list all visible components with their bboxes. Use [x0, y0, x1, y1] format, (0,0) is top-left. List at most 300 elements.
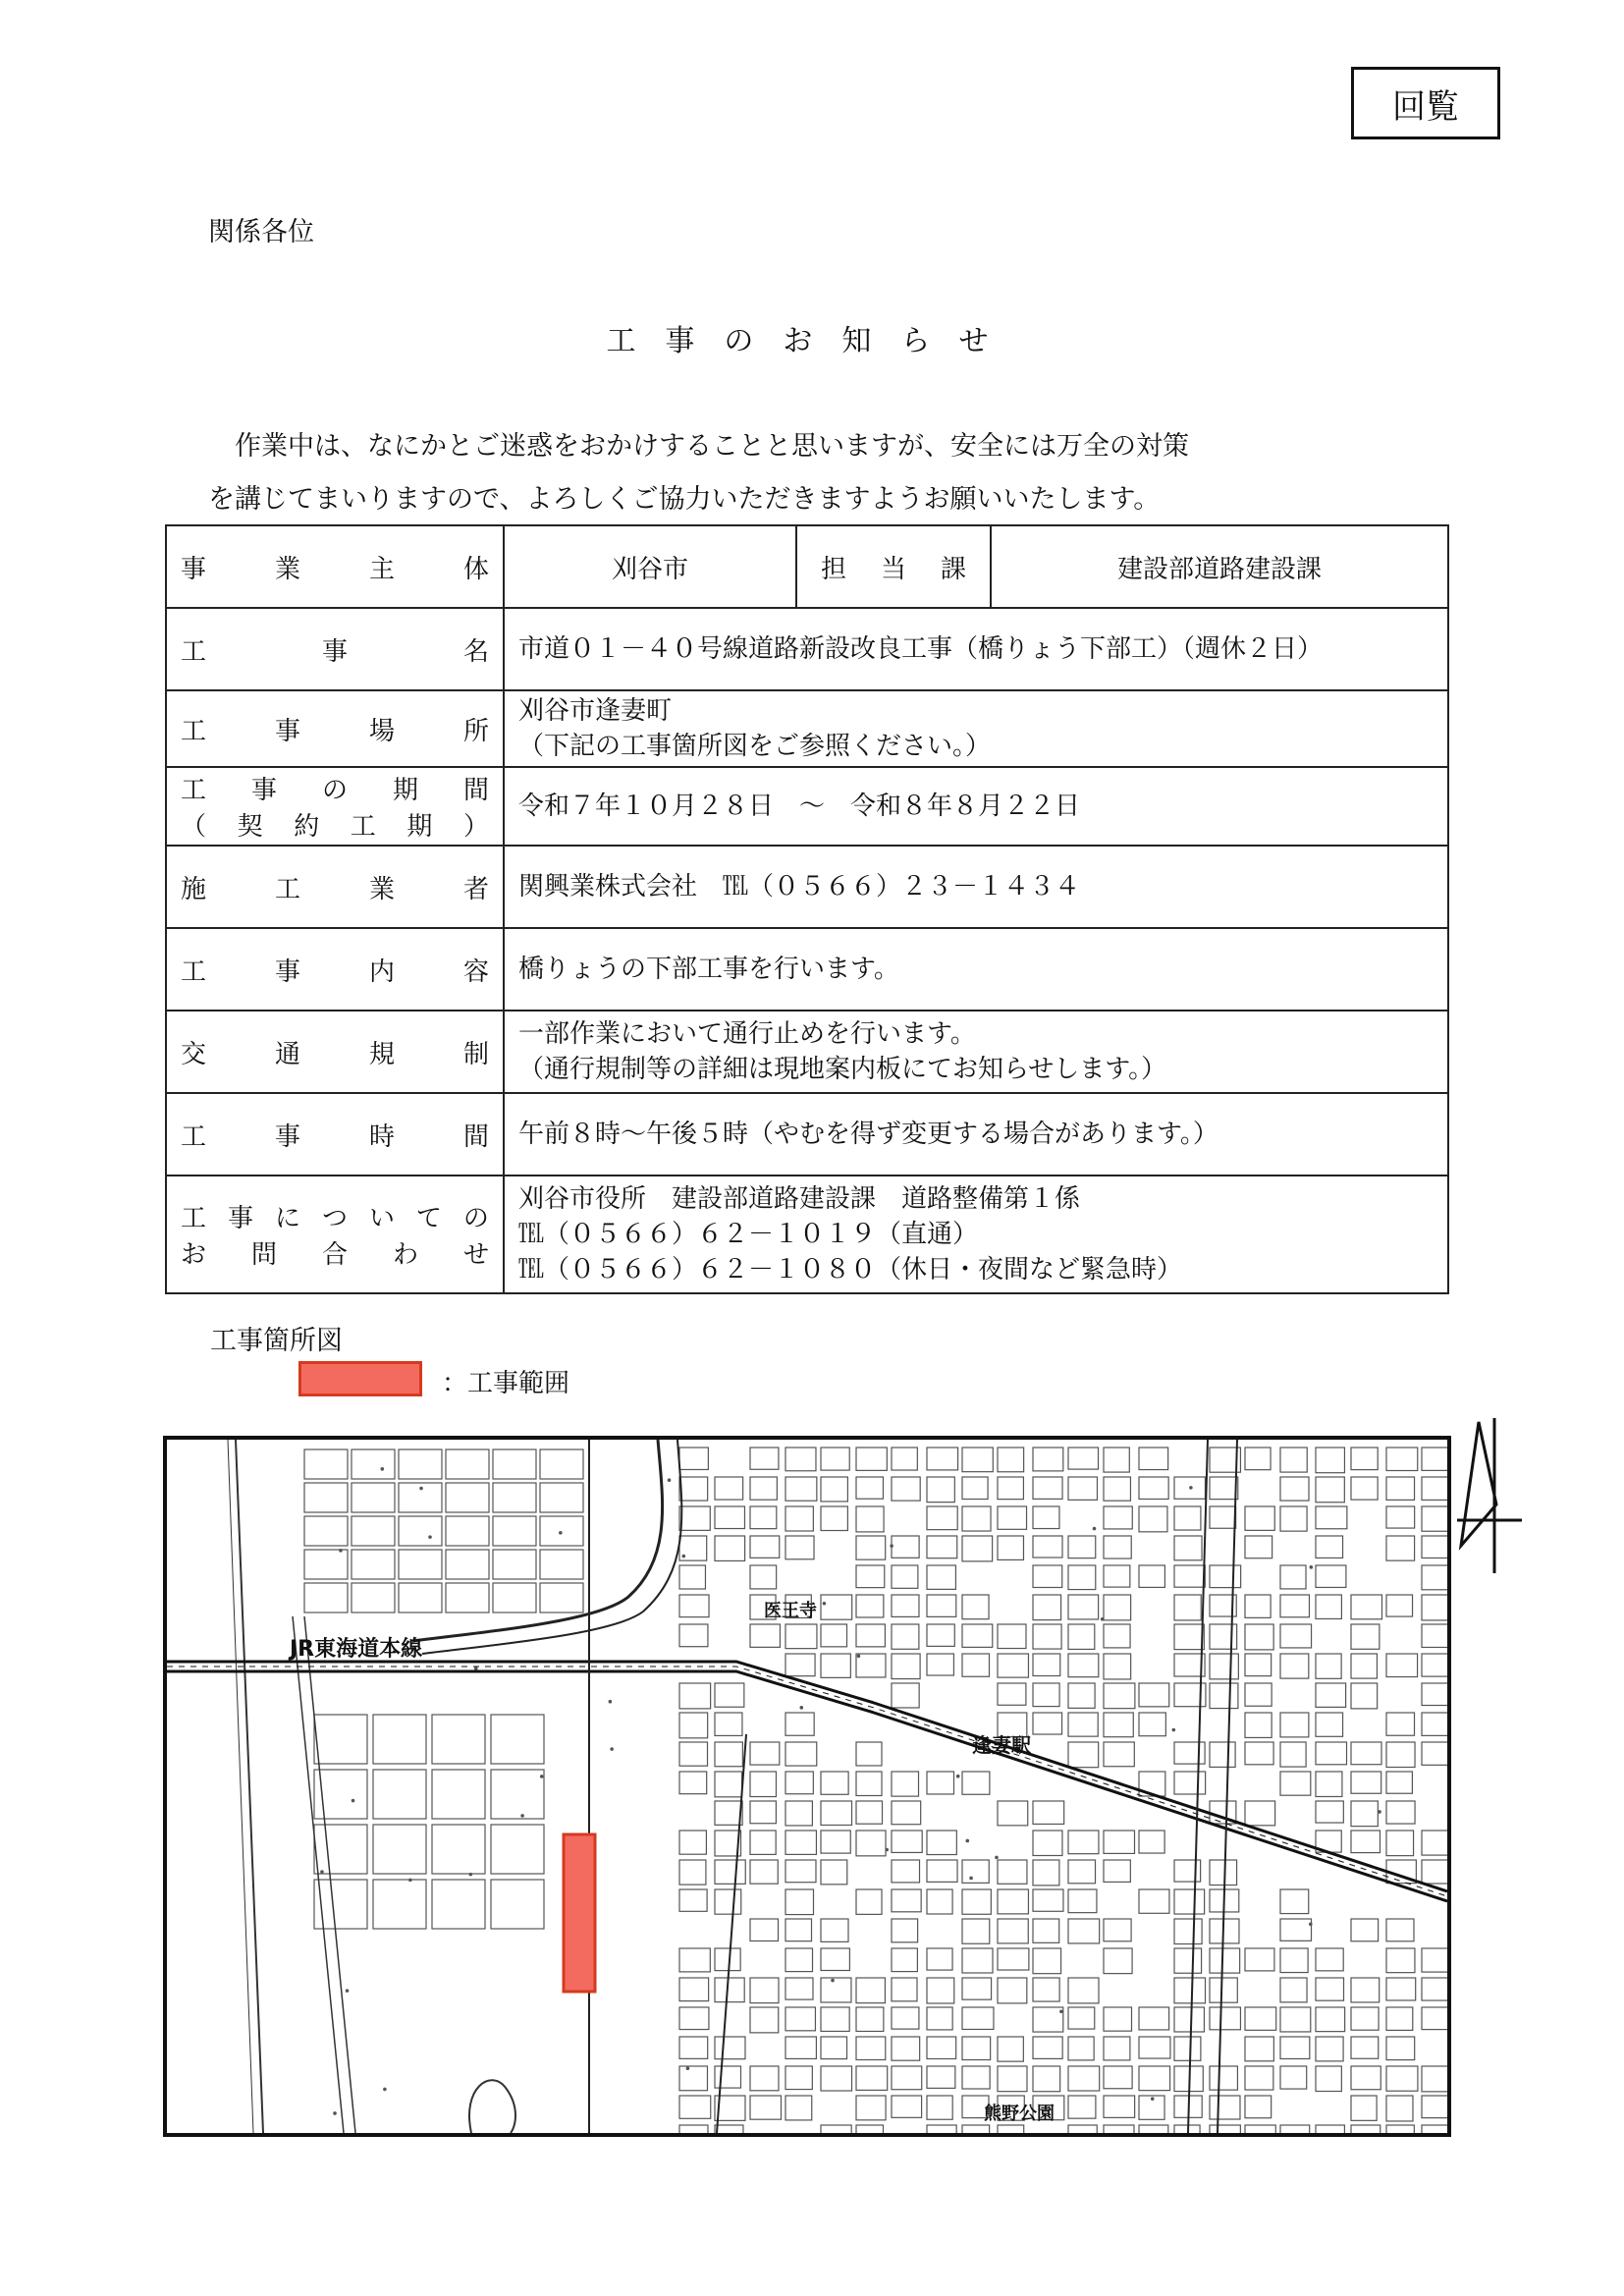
label-char: て [415, 1204, 442, 1233]
label-char: 交 [181, 1039, 207, 1069]
map-block [679, 1595, 709, 1617]
map-block [1033, 2037, 1062, 2058]
lot-marker [1172, 1728, 1174, 1730]
map-block [446, 1516, 489, 1546]
map-block [785, 1477, 817, 1501]
map-block [998, 1624, 1026, 1649]
map-block [1210, 1654, 1238, 1679]
map-block [821, 1477, 847, 1502]
map-block [856, 1742, 882, 1766]
map-block [679, 2037, 708, 2058]
owner-value-text: 刈谷市 [611, 554, 688, 584]
map-block [927, 1654, 953, 1675]
map-block [1280, 2037, 1310, 2058]
row-value [504, 928, 1448, 1011]
label-char: 容 [462, 957, 489, 987]
map-block [1422, 1831, 1447, 1855]
map-block [1210, 1742, 1235, 1767]
row-value-line: 刈谷市役所 建設部道路建設課 道路整備第１係 [518, 1184, 1081, 1214]
map-block [962, 1448, 993, 1472]
map-block [1033, 1801, 1064, 1824]
map-block [1210, 1506, 1236, 1528]
station-label: 逢妻駅 [972, 1733, 1031, 1757]
label-line [181, 1234, 489, 1271]
map-block [679, 2007, 709, 2030]
row-label [166, 690, 504, 767]
map-block [1245, 1654, 1272, 1676]
map-block [1280, 1565, 1306, 1589]
owner-value [504, 525, 796, 608]
map-block [1068, 1742, 1099, 1768]
map-block [750, 1536, 780, 1558]
map-block [1104, 1565, 1130, 1587]
label-char: 名 [462, 636, 489, 667]
map-block [1068, 1683, 1095, 1708]
map-block [1351, 1742, 1381, 1765]
map-block [1316, 1801, 1343, 1823]
map-block [679, 2096, 711, 2118]
map-block [1104, 2037, 1130, 2060]
site-map-svg [167, 1440, 1447, 2133]
map-block [1351, 2096, 1377, 2120]
map-block [1068, 1448, 1099, 1469]
map-block [304, 1516, 348, 1546]
map-block [998, 1948, 1029, 1970]
map-block [998, 1506, 1027, 1529]
map-block [715, 2037, 745, 2059]
label-char: 担 [821, 554, 847, 584]
map-block [1280, 1978, 1307, 2002]
map-block [962, 2125, 990, 2133]
row-value-line: ℡（０５６６）６２－１０８０（休日・夜間など緊急時） [518, 1255, 1183, 1285]
map-block [1280, 2007, 1311, 2032]
map-block [892, 2037, 920, 2060]
map-block [1316, 2066, 1341, 2092]
map-block [1104, 1536, 1131, 1558]
map-block [373, 1825, 426, 1874]
map-block [304, 1583, 348, 1613]
map-block [750, 1565, 777, 1589]
map-block [1386, 2125, 1414, 2133]
map-block [1245, 2007, 1276, 2030]
map-block [1033, 1536, 1062, 1558]
row-label [166, 846, 504, 928]
map-block [1386, 1742, 1415, 1768]
map-block [1068, 1536, 1096, 1558]
map-block [715, 1536, 745, 1560]
map-block [1033, 1448, 1063, 1471]
map-block [927, 2096, 952, 2119]
row-value-line: 関興業株式会社 ℡（０５６６）２３－１４３４ [518, 872, 1081, 902]
map-block [785, 1713, 814, 1735]
map-block [1068, 2007, 1095, 2029]
map-block [1351, 1801, 1378, 1827]
map-block [540, 1583, 583, 1613]
label-char: 工 [181, 776, 207, 805]
map-block [399, 1516, 442, 1546]
map-block [1351, 1624, 1380, 1649]
map-block [1068, 1624, 1095, 1649]
map-block [1245, 2125, 1275, 2133]
label-char: 事 [274, 957, 300, 987]
map-block [373, 1770, 426, 1819]
map-block [1104, 1448, 1129, 1472]
map-block [1068, 1889, 1097, 1913]
map-block [785, 1948, 813, 1972]
map-block [432, 1770, 485, 1819]
map-block [821, 1919, 848, 1941]
map-block [962, 1536, 993, 1561]
department-value [991, 525, 1448, 608]
label-char: 事 [227, 1204, 253, 1233]
map-block [1386, 1536, 1415, 1560]
lot-marker [384, 2088, 386, 2090]
map-block [1280, 1919, 1312, 1941]
map-block [821, 2066, 852, 2091]
map-block [715, 1948, 740, 1971]
map-block [1104, 1654, 1131, 1679]
map-block [352, 1449, 395, 1479]
map-block [1174, 1742, 1205, 1764]
map-block [1316, 1772, 1342, 1796]
embankment-line [293, 1616, 355, 2133]
lot-marker [686, 2067, 688, 2069]
map-block [679, 1742, 708, 1766]
label-char: に [274, 1204, 300, 1233]
railway-label: JR東海道本線 [290, 1637, 423, 1662]
map-block [998, 1919, 1028, 1943]
label-char: 時 [368, 1121, 395, 1152]
map-block [352, 1483, 395, 1512]
map-block [1422, 1595, 1447, 1620]
map-block [856, 1889, 882, 1914]
railway-ties [167, 1667, 1447, 1896]
map-block [856, 1801, 883, 1824]
lot-marker [886, 1848, 888, 1850]
map-block [750, 1860, 778, 1884]
map-block [785, 2066, 812, 2090]
map-block [679, 1506, 710, 1530]
lot-marker [429, 1536, 431, 1538]
map-block [679, 1448, 708, 1469]
map-block [750, 1919, 779, 1941]
map-block [399, 1583, 442, 1613]
map-block [962, 2037, 991, 2060]
map-block [1068, 1477, 1097, 1500]
lot-marker [475, 1667, 477, 1669]
map-block [1316, 1978, 1344, 2000]
label-char: 事 [181, 554, 207, 584]
lot-marker [668, 1479, 670, 1481]
map-block [821, 2125, 851, 2133]
map-block [856, 2037, 886, 2059]
map-block [1386, 1948, 1415, 1973]
map-block [1210, 2096, 1240, 2119]
map-block [927, 1448, 958, 1470]
map-block [785, 1624, 817, 1649]
map-block [715, 1742, 742, 1767]
map-block [1351, 1477, 1378, 1500]
map-block [785, 1860, 816, 1883]
map-block [432, 1715, 485, 1764]
map-block [1351, 1772, 1381, 1793]
circulation-stamp: 回覧 [1351, 67, 1500, 139]
map-block [1386, 1713, 1415, 1735]
table-row [166, 767, 1448, 846]
map-block [821, 1948, 849, 1970]
map-block [715, 1860, 745, 1884]
map-block [304, 1449, 348, 1479]
lot-marker [1101, 1618, 1103, 1620]
map-block [679, 1978, 709, 2001]
map-block [1104, 1919, 1131, 1941]
map-block [715, 1683, 744, 1707]
map-block [1422, 1948, 1447, 1972]
map-block [1068, 1919, 1100, 1943]
label-char: わ [392, 1240, 418, 1270]
map-block [1386, 1448, 1418, 1470]
legend-label: ：工事範囲 [442, 1369, 570, 1398]
track-oval [469, 2080, 515, 2133]
map-block [962, 1654, 989, 1676]
lot-marker [1190, 1487, 1192, 1489]
map-block [1068, 1713, 1098, 1736]
row-value [504, 690, 1448, 767]
map-block [927, 2037, 956, 2058]
map-block [1351, 1595, 1381, 1619]
map-block [856, 1506, 884, 1532]
map-block [892, 1772, 919, 1796]
map-block [892, 1595, 919, 1616]
map-block [1386, 1801, 1415, 1824]
map-block [892, 1889, 921, 1912]
map-block [1351, 2125, 1380, 2133]
map-block [1104, 1506, 1132, 1529]
map-block [1245, 1624, 1273, 1650]
map-block [1280, 1624, 1312, 1648]
map-block [1422, 2125, 1447, 2133]
map-block [750, 1772, 776, 1797]
lot-marker [409, 1879, 411, 1881]
label-char: 工 [181, 716, 207, 746]
label-line [181, 1117, 489, 1153]
map-block [1422, 1713, 1447, 1735]
map-block [1280, 1772, 1311, 1795]
map-block [1210, 1565, 1241, 1588]
map-block [962, 1506, 991, 1531]
map-block [750, 1477, 777, 1500]
map-block [1033, 1624, 1061, 1649]
map-block [1422, 1683, 1447, 1706]
map-block [493, 1550, 536, 1579]
map-block [446, 1550, 489, 1579]
map-block [1316, 1742, 1346, 1765]
map-block [821, 1978, 851, 2002]
table-row [166, 690, 1448, 767]
map-block [998, 1654, 1028, 1677]
map-block [1210, 1683, 1238, 1709]
label-char: 事 [274, 1121, 300, 1152]
map-block [1351, 1978, 1380, 2002]
map-block [1210, 2007, 1240, 2030]
map-block [750, 1831, 776, 1854]
map-block [1422, 2066, 1447, 2092]
label-char: 業 [368, 874, 395, 904]
map-block [1174, 2007, 1204, 2032]
map-block [927, 1772, 953, 1794]
map-block [1280, 1742, 1306, 1767]
lot-marker [800, 1707, 802, 1709]
map-block [927, 1565, 955, 1589]
row-label [166, 1175, 504, 1293]
map-block [715, 1713, 742, 1735]
map-block [856, 1536, 886, 1559]
map-block [1104, 1860, 1130, 1882]
map-block [962, 1948, 993, 1973]
map-block [750, 1801, 776, 1824]
map-block [1351, 1683, 1378, 1709]
map-block [927, 1477, 954, 1503]
map-block [927, 1536, 957, 1558]
map-block [715, 1801, 742, 1825]
map-block [1316, 1713, 1343, 1736]
map-block [856, 1448, 887, 1470]
map-block [927, 1860, 957, 1882]
map-block [1068, 1831, 1099, 1854]
map-block [856, 1595, 884, 1617]
map-block [1174, 1772, 1206, 1794]
map-block [856, 1565, 885, 1588]
map-block [1245, 1536, 1272, 1558]
label-line [181, 711, 489, 747]
map-block [927, 1624, 954, 1646]
label-char: 事 [274, 716, 300, 746]
label-char: 期 [392, 776, 418, 805]
label-char: 工 [181, 957, 207, 987]
label-char: 内 [368, 957, 395, 987]
row-value-line: （下記の工事箇所図をご参照ください。） [518, 732, 992, 761]
map-block [1316, 1506, 1347, 1529]
map-block [1386, 1654, 1418, 1677]
map-block [1245, 2037, 1273, 2061]
table-row [166, 1175, 1448, 1293]
lot-marker [832, 1979, 834, 1981]
map-block [1386, 1919, 1414, 1941]
map-block [998, 1448, 1024, 1472]
map-block [715, 1477, 743, 1500]
map-block [856, 2007, 884, 2031]
map-block [1386, 1772, 1412, 1793]
map-block [856, 1624, 885, 1647]
map-block [1280, 1595, 1309, 1617]
row-label [166, 525, 504, 608]
map-block [962, 1978, 992, 1999]
map-block [892, 1654, 920, 1679]
map-block [1316, 2125, 1344, 2133]
map-block [785, 2096, 812, 2120]
map-block [1386, 1506, 1415, 1528]
map-block [785, 1536, 814, 1559]
label-char: 施 [181, 874, 207, 904]
map-block [927, 1506, 957, 1530]
map-block [1245, 1683, 1272, 1706]
map-block [679, 1831, 706, 1854]
lot-marker [1310, 1923, 1312, 1925]
label-char: 通 [274, 1039, 300, 1069]
map-block [892, 1624, 919, 1649]
map-block [1351, 2037, 1379, 2058]
curved-road [412, 1440, 663, 1641]
map-block [962, 2007, 994, 2029]
row-value-line: 市道０１－４０号線道路新設改良工事（橋りょう下部工）（週休２日） [518, 634, 1324, 664]
notice-title: 工事のお知らせ [606, 324, 1018, 358]
map-block [1139, 2125, 1168, 2133]
legend-swatch [298, 1361, 422, 1396]
lot-marker [996, 1856, 998, 1858]
north-arrow-icon [1457, 1418, 1526, 1575]
map-block [785, 2037, 816, 2058]
map-block [785, 1831, 816, 1854]
map-block [1174, 1624, 1204, 1650]
label-char: 間 [462, 776, 489, 805]
map-block [998, 2125, 1024, 2133]
map-block [927, 1831, 956, 1855]
map-block [785, 1654, 815, 1676]
map-block [679, 1683, 711, 1709]
lot-marker [469, 1873, 471, 1875]
label-line [181, 1034, 489, 1070]
map-block [892, 1978, 917, 2001]
map-block [785, 1919, 812, 1941]
map-block [821, 1448, 849, 1470]
map-block [1280, 1506, 1307, 1531]
map-block [821, 1772, 848, 1794]
map-block [1174, 1919, 1202, 1944]
map-block [446, 1483, 489, 1512]
map-block [1316, 2037, 1343, 2061]
map-block [1351, 1831, 1380, 1853]
map-block [1280, 2066, 1307, 2089]
map-block [715, 2066, 740, 2088]
label-char: （ [181, 812, 207, 842]
map-block [1422, 1477, 1447, 1500]
map-block [1422, 1742, 1447, 1765]
map-block [1139, 1831, 1164, 1853]
map-block [1316, 1536, 1343, 1558]
construction-range-marker [564, 1834, 595, 1992]
label-char: 者 [462, 874, 489, 904]
railway-line [167, 1662, 1447, 1891]
map-block [540, 1550, 583, 1579]
label-char: 規 [368, 1039, 395, 1069]
map-block [1245, 1448, 1271, 1470]
map-block [1033, 1565, 1062, 1587]
map-block [1068, 2096, 1096, 2118]
lot-marker [682, 1555, 684, 1557]
map-block [856, 2096, 886, 2120]
map-block [679, 1713, 708, 1738]
map-block [352, 1550, 395, 1579]
row-label [166, 767, 504, 846]
map-block [1139, 1889, 1169, 1913]
map-block [821, 1860, 847, 1885]
map-block [892, 1919, 918, 1942]
lot-marker [381, 1468, 383, 1470]
map-block [1068, 1565, 1096, 1590]
map-block [1033, 1595, 1061, 1620]
map-block [998, 1860, 1027, 1884]
map-block [1068, 2125, 1097, 2133]
